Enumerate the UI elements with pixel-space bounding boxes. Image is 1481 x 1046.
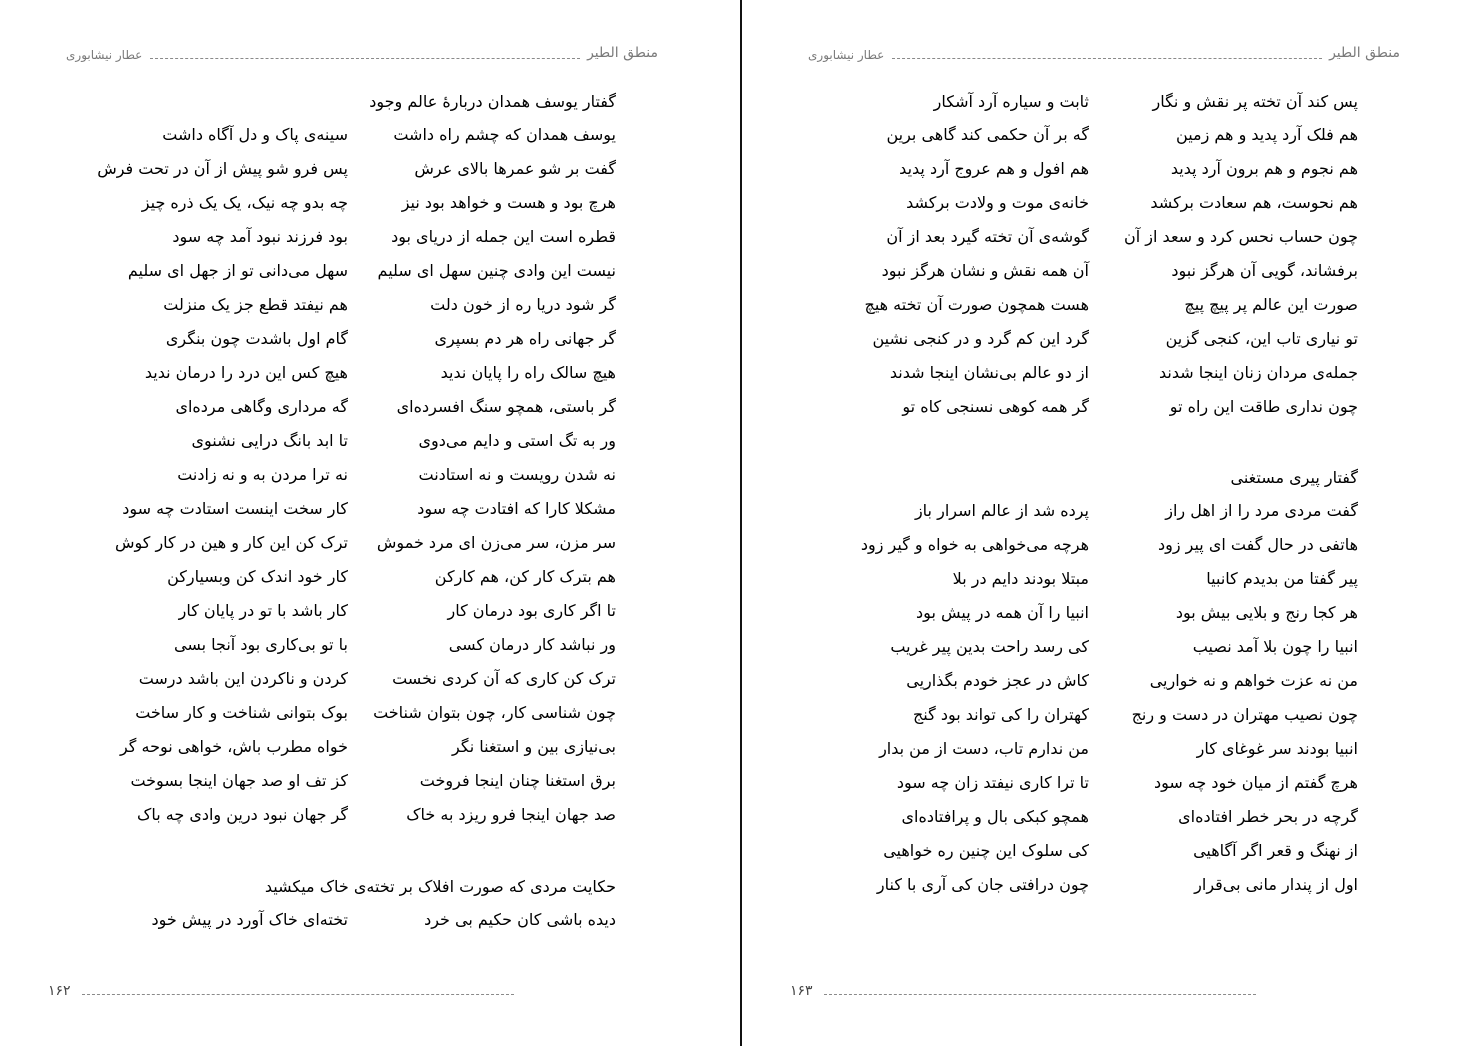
couplet — [742, 223, 1481, 251]
section-title: حکایت مردی که صورت افلاک بر تخته‌ی خاک میکشید — [264, 877, 616, 896]
hemistich-first: هاتفی در حال گفت ای پیر زود — [1157, 535, 1358, 554]
hemistich-second: گوشه‌ی آن تخته گیرد بعد از آن — [886, 227, 1089, 246]
hemistich-first: هم نحوست، هم سعادت برکشد — [1150, 193, 1358, 212]
hemistich-second: نه ترا مردن به و نه زادنت — [177, 465, 348, 484]
hemistich-first: ور به تگ استی و دایم می‌دوی — [418, 431, 616, 450]
hemistich-first: پیر گفتا من بدیدم کانبیا — [1206, 569, 1358, 588]
hemistich-first: اول از پندار مانی بی‌قرار — [1194, 875, 1358, 894]
hemistich-second: ثابت و سیاره آرد آشکار — [933, 92, 1089, 111]
hemistich-second: تخته‌ای خاک آورد در پیش خود — [151, 910, 348, 929]
couplet — [742, 155, 1481, 183]
hemistich-second: از دو عالم بی‌نشان اینجا شدند — [889, 363, 1089, 382]
couplet — [0, 223, 740, 251]
hemistich-first: تا اگر کاری بود درمان کار — [447, 601, 616, 620]
header-divider — [892, 58, 1322, 59]
hemistich-second: کی سلوک این چنین ره خواهیی — [883, 841, 1089, 860]
footer-divider — [824, 994, 1256, 995]
couplet — [0, 631, 740, 659]
hemistich-first: صد جهان اینجا فرو ریزد به خاک — [406, 805, 616, 824]
hemistich-second: گه مرداری وگاهی مرده‌ای — [175, 397, 348, 416]
hemistich-second: کی رسد راحت بدین پیر غریب — [890, 637, 1089, 656]
hemistich-first: بی‌نیازی بین و استغنا نگر — [452, 737, 616, 756]
hemistich-first: قطره است این جمله از دریای بود — [391, 227, 616, 246]
hemistich-second: گرد این کم گرد و در کنجی نشین — [872, 329, 1089, 348]
hemistich-second: سهل می‌دانی تو از جهل ای سلیم — [127, 261, 348, 280]
hemistich-second: گام اول باشدت چون بنگری — [165, 329, 348, 348]
couplet — [0, 906, 740, 934]
couplet — [0, 121, 740, 149]
hemistich-first: چون نداری طاقت این راه تو — [1169, 397, 1358, 416]
couplet — [0, 699, 740, 727]
hemistich-first: هم نجوم و هم برون آرد پدید — [1170, 159, 1358, 178]
hemistich-second: با تو بی‌کاری بود آنجا بسی — [173, 635, 348, 654]
page-number: ۱۶۳ — [790, 983, 813, 999]
hemistich-first: گفت بر شو عمرها بالای عرش — [414, 159, 616, 178]
hemistich-second: چون درافتی جان کی آری با کنار — [876, 875, 1089, 894]
hemistich-first: سر مزن، سر می‌زن ای مرد خموش — [376, 533, 616, 552]
right-page — [742, 0, 1481, 1046]
couplet — [742, 701, 1481, 729]
hemistich-second: کار باشد با تو در پایان کار — [178, 601, 348, 620]
hemistich-first: من نه عزت خواهم و نه خواریی — [1149, 671, 1358, 690]
hemistich-first: هم فلک آرد پدید و هم زمین — [1176, 125, 1358, 144]
hemistich-second: هیچ کس این درد را درمان ندید — [144, 363, 348, 382]
header-author: عطار نیشابوری — [808, 48, 885, 62]
hemistich-first: گرچه در بحر خطر افتاده‌ای — [1178, 807, 1358, 826]
couplet — [742, 871, 1481, 899]
hemistich-second: مبتلا بودند دایم در بلا — [952, 569, 1089, 588]
hemistich-first: چون شناسی کار، چون بتوان شناخت — [373, 703, 616, 722]
couplet — [742, 88, 1481, 116]
hemistich-first: هم بترک کار کن، هم کارکن — [434, 567, 616, 586]
couplet — [742, 633, 1481, 661]
hemistich-second: کز تف او صد جهان اینجا بسوخت — [130, 771, 348, 790]
hemistich-first: برفشاند، گویی آن هرگز نبود — [1171, 261, 1358, 280]
hemistich-first: چون حساب نحس کرد و سعد از آن — [1124, 227, 1358, 246]
couplet — [742, 531, 1481, 559]
couplet — [742, 735, 1481, 763]
hemistich-second: همچو کبکی بال و پرافتاده‌ای — [901, 807, 1089, 826]
hemistich-first: ترک کن کاری که آن کردی نخست — [392, 669, 616, 688]
hemistich-second: کاش در عجز خودم بگذاریی — [906, 671, 1089, 690]
header-book-title: منطق الطیر — [1329, 45, 1400, 61]
hemistich-second: کار سخت اینست استادت چه سود — [122, 499, 348, 518]
hemistich-second: کهتران را کی تواند بود گنج — [912, 705, 1089, 724]
hemistich-second: گر جهان نبود درین وادی چه باک — [137, 805, 348, 824]
couplet — [742, 291, 1481, 319]
hemistich-second: تا ابد بانگ درایی نشنوی — [191, 431, 348, 450]
hemistich-first: جمله‌ی مردان زنان اینجا شدند — [1159, 363, 1358, 382]
hemistich-second: چه بدو چه نیک، یک یک ذره چیز — [141, 193, 348, 212]
hemistich-first: صورت این عالم پر پیچ پیچ — [1184, 295, 1358, 314]
hemistich-second: ترک کن این کار و هین در کار کوش — [114, 533, 348, 552]
hemistich-first: هر کجا رنج و بلایی بیش بود — [1175, 603, 1358, 622]
couplet — [742, 359, 1481, 387]
couplet — [742, 769, 1481, 797]
hemistich-second: بوک بتوانی شناخت و کار ساخت — [135, 703, 348, 722]
hemistich-first: نیست این وادی چنین سهل ای سلیم — [377, 261, 616, 280]
hemistich-second: آن همه نقش و نشان هرگز نبود — [881, 261, 1089, 280]
hemistich-first: پس کند آن تخته پر نقش و نگار — [1152, 92, 1358, 111]
couplet — [0, 801, 740, 829]
couplet — [0, 461, 740, 489]
couplet — [0, 563, 740, 591]
hemistich-second: انبیا را آن همه در پیش بود — [916, 603, 1089, 622]
couplet — [0, 189, 740, 217]
couplet — [742, 257, 1481, 285]
hemistich-first: برق استغنا چنان اینجا فروخت — [419, 771, 616, 790]
hemistich-first: گر شود دریا ره از خون دلت — [430, 295, 616, 314]
hemistich-first: هرچ بود و هست و خواهد بود نیز — [401, 193, 616, 212]
couplet — [0, 597, 740, 625]
couplet — [742, 565, 1481, 593]
header-divider — [150, 58, 580, 59]
hemistich-second: هرچه می‌خواهی به خواه و گیر زود — [860, 535, 1089, 554]
couplet — [742, 121, 1481, 149]
couplet — [0, 495, 740, 523]
couplet — [742, 393, 1481, 421]
hemistich-first: انبیا را چون بلا آمد نصیب — [1192, 637, 1358, 656]
hemistich-first: دیده باشی کان حکیم بی خرد — [424, 910, 616, 929]
hemistich-first: از نهنگ و قعر اگر آگاهیی — [1193, 841, 1358, 860]
couplet — [0, 767, 740, 795]
couplet — [742, 803, 1481, 831]
hemistich-first: گر باستی، همچو سنگ افسرده‌ای — [396, 397, 616, 416]
hemistich-second: هست همچون صورت آن تخته هیچ — [864, 295, 1089, 314]
hemistich-second: پس فرو شو پیش از آن در تحت فرش — [97, 159, 348, 178]
hemistich-second: سینه‌ی پاک و دل آگاه داشت — [162, 125, 348, 144]
couplet — [0, 155, 740, 183]
couplet — [742, 325, 1481, 353]
footer-divider — [82, 994, 514, 995]
couplet — [0, 393, 740, 421]
hemistich-first: هیچ سالک راه را پایان ندید — [440, 363, 616, 382]
hemistich-second: هم نیفتد قطع جز یک منزلت — [163, 295, 348, 314]
hemistich-first: گر جهانی راه هر دم بسپری — [434, 329, 616, 348]
hemistich-second: گه بر آن حکمی کند گاهی برین — [886, 125, 1089, 144]
couplet — [0, 359, 740, 387]
hemistich-first: هرچ گفتم از میان خود چه سود — [1153, 773, 1358, 792]
hemistich-first: ور نباشد کار درمان کسی — [448, 635, 616, 654]
section-title: گفتار یوسف همدان دربارهٔ عالم وجود — [369, 92, 616, 111]
hemistich-second: خانه‌ی موت و ولادت برکشد — [906, 193, 1089, 212]
couplet — [0, 257, 740, 285]
couplet — [0, 291, 740, 319]
hemistich-first: چون نصیب مهتران در دست و رنج — [1131, 705, 1358, 724]
hemistich-second: تا ترا کاری نیفتد زان چه سود — [896, 773, 1089, 792]
couplet — [0, 665, 740, 693]
header-book-title: منطق الطیر — [587, 45, 658, 61]
couplet — [742, 189, 1481, 217]
couplet — [0, 325, 740, 353]
hemistich-second: کار خود اندک کن وبسیارکن — [167, 567, 348, 586]
hemistich-first: نه شدن رویست و نه استادنت — [418, 465, 616, 484]
hemistich-second: کردن و ناکردن این باشد درست — [138, 669, 348, 688]
page-number: ۱۶۲ — [48, 983, 71, 999]
hemistich-first: گفت مردی مرد را از اهل راز — [1165, 501, 1358, 520]
section-title: گفتار پیری مستغنی — [1230, 468, 1358, 487]
couplet — [742, 837, 1481, 865]
left-page — [0, 0, 740, 1046]
header-author: عطار نیشابوری — [66, 48, 143, 62]
couplet — [0, 427, 740, 455]
hemistich-second: بود فرزند نبود آمد چه سود — [172, 227, 348, 246]
hemistich-first: تو نیاری تاب این، کنجی گزین — [1165, 329, 1358, 348]
hemistich-second: پرده شد از عالم اسرار باز — [914, 501, 1089, 520]
hemistich-second: خواه مطرب باش، خواهی نوحه گر — [119, 737, 348, 756]
couplet — [742, 667, 1481, 695]
couplet — [0, 733, 740, 761]
hemistich-second: گر همه کوهی نسنجی کاه تو — [902, 397, 1089, 416]
hemistich-first: یوسف همدان که چشم راه داشت — [393, 125, 616, 144]
hemistich-second: من ندارم تاب، دست از من بدار — [879, 739, 1089, 758]
couplet — [742, 599, 1481, 627]
couplet — [0, 529, 740, 557]
hemistich-first: مشکلا کارا که افتادت چه سود — [417, 499, 616, 518]
hemistich-first: انبیا بودند سر غوغای کار — [1196, 739, 1358, 758]
hemistich-second: هم افول و هم عروج آرد پدید — [899, 159, 1089, 178]
couplet — [742, 497, 1481, 525]
